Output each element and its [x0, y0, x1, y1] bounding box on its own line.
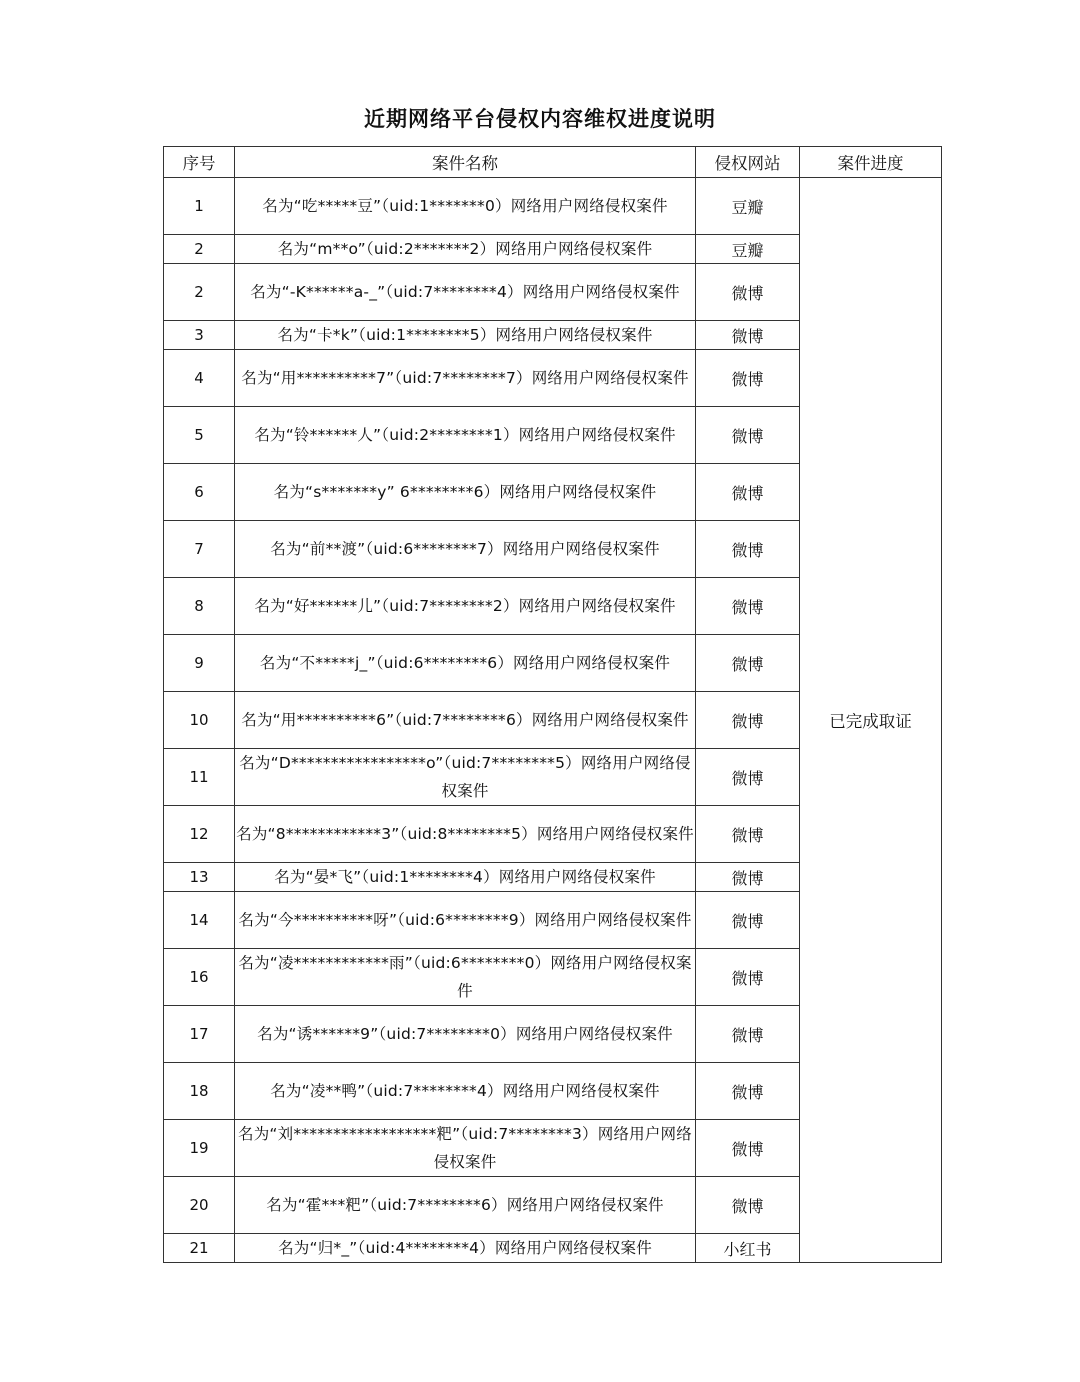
case-number: 1: [164, 178, 235, 235]
case-name: 名为“D*****************o”（uid:7********5）网络用户网络侵权案件: [235, 749, 696, 806]
case-name: 名为“凌**鸭”（uid:7********4）网络用户网络侵权案件: [235, 1063, 696, 1120]
case-number: 6: [164, 464, 235, 521]
infringing-site: 微博: [696, 863, 800, 892]
case-number: 8: [164, 578, 235, 635]
case-name: 名为“凌************雨”（uid:6********0）网络用户网络侵权案件: [235, 949, 696, 1006]
case-name: 名为“8************3”（uid:8********5）网络用户网络侵权案件: [235, 806, 696, 863]
infringing-site: 微博: [696, 1120, 800, 1177]
case-number: 13: [164, 863, 235, 892]
case-name: 名为“m**o”（uid:2*******2）网络用户网络侵权案件: [235, 235, 696, 264]
infringing-site: 小红书: [696, 1234, 800, 1263]
case-number: 7: [164, 521, 235, 578]
case-number: 11: [164, 749, 235, 806]
case-number: 18: [164, 1063, 235, 1120]
document-title: 近期网络平台侵权内容维权进度说明: [364, 107, 716, 131]
infringing-site: 微博: [696, 350, 800, 407]
case-name: 名为“不*****j_”（uid:6********6）网络用户网络侵权案件: [235, 635, 696, 692]
case-name: 名为“用**********6”（uid:7********6）网络用户网络侵权案件: [235, 692, 696, 749]
infringing-site: 微博: [696, 578, 800, 635]
header-site: 侵权网站: [696, 147, 800, 178]
infringing-site: 微博: [696, 692, 800, 749]
case-number: 14: [164, 892, 235, 949]
infringing-site: 微博: [696, 264, 800, 321]
infringing-site: 微博: [696, 806, 800, 863]
infringing-site: 豆瓣: [696, 235, 800, 264]
infringing-site: 微博: [696, 521, 800, 578]
table-row: [164, 178, 942, 235]
case-number: 3: [164, 321, 235, 350]
infringing-site: 豆瓣: [696, 178, 800, 235]
case-name: 名为“s*******y” 6********6）网络用户网络侵权案件: [235, 464, 696, 521]
case-number: 10: [164, 692, 235, 749]
case-number: 21: [164, 1234, 235, 1263]
case-name: 名为“前**渡”（uid:6********7）网络用户网络侵权案件: [235, 521, 696, 578]
case-name: 名为“铃******人”（uid:2********1）网络用户网络侵权案件: [235, 407, 696, 464]
case-number: 17: [164, 1006, 235, 1063]
case-name: 名为“吃*****豆”（uid:1*******0）网络用户网络侵权案件: [235, 178, 696, 235]
cases-table: [163, 146, 942, 1263]
header-name: 案件名称: [235, 147, 696, 178]
header-progress: 案件进度: [800, 147, 942, 178]
case-number: 9: [164, 635, 235, 692]
infringing-site: 微博: [696, 407, 800, 464]
case-number: 4: [164, 350, 235, 407]
case-number: 5: [164, 407, 235, 464]
infringing-site: 微博: [696, 749, 800, 806]
case-name: 名为“好******儿”（uid:7********2）网络用户网络侵权案件: [235, 578, 696, 635]
case-number: 2: [164, 235, 235, 264]
case-progress: 已完成取证: [800, 178, 942, 1263]
infringing-site: 微博: [696, 464, 800, 521]
case-name: 名为“霍***粑”（uid:7********6）网络用户网络侵权案件: [235, 1177, 696, 1234]
case-number: 2: [164, 264, 235, 321]
infringing-site: 微博: [696, 1006, 800, 1063]
case-name: 名为“刘******************粑”（uid:7********3）网络用户网络侵权案件: [235, 1120, 696, 1177]
infringing-site: 微博: [696, 1063, 800, 1120]
infringing-site: 微博: [696, 1177, 800, 1234]
case-number: 12: [164, 806, 235, 863]
table-header-row: [164, 147, 942, 178]
case-name: 名为“诱******9”（uid:7********0）网络用户网络侵权案件: [235, 1006, 696, 1063]
case-name: 名为“用**********7”（uid:7********7）网络用户网络侵权案件: [235, 350, 696, 407]
infringing-site: 微博: [696, 949, 800, 1006]
table-body: [164, 178, 942, 1263]
case-number: 16: [164, 949, 235, 1006]
case-name: 名为“今**********呀”（uid:6********9）网络用户网络侵权案件: [235, 892, 696, 949]
case-number: 20: [164, 1177, 235, 1234]
infringing-site: 微博: [696, 635, 800, 692]
infringing-site: 微博: [696, 892, 800, 949]
header-no: 序号: [164, 147, 235, 178]
case-name: 名为“归*_”（uid:4********4）网络用户网络侵权案件: [235, 1234, 696, 1263]
case-number: 19: [164, 1120, 235, 1177]
case-name: 名为“卡*k”（uid:1********5）网络用户网络侵权案件: [235, 321, 696, 350]
infringing-site: 微博: [696, 321, 800, 350]
case-name: 名为“晏*飞”（uid:1********4）网络用户网络侵权案件: [235, 863, 696, 892]
case-name: 名为“-K******a-_”（uid:7********4）网络用户网络侵权案件: [235, 264, 696, 321]
